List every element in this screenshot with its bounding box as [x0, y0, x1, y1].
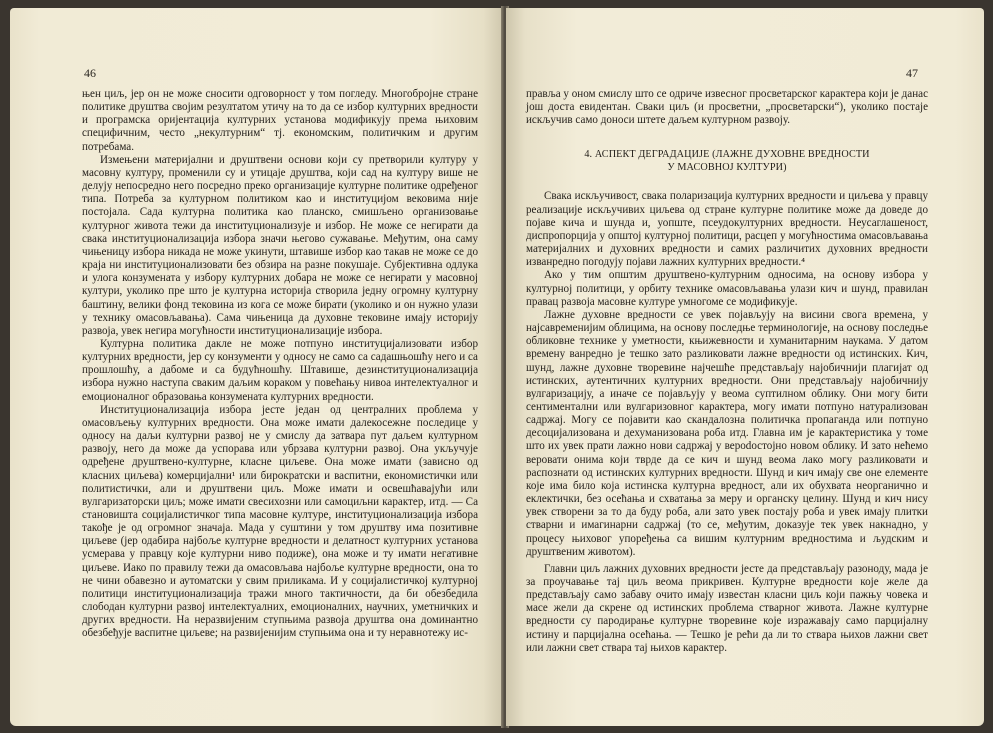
paragraph: Свака искључивост, свака поларизација културних вредности и циљева у правцу реализације искључивих циљева од стране културне политике може да доведе до појаве кича и шунда и, уопште, псеудокултурних вредности. Неусаглашеност, диспропорција у општој културној политици, расцеп у могућностима омасовљавања материјалних и духовних вредности и самих различитих духовних вредности изванредно погодују појави лажних културних вредности.⁴ — [526, 190, 928, 269]
paragraph: Измењени материјални и друштвени основи који су претворили културу у масовну културу, променили су и утицаје друштва, који сад на културу више не делују непосредно него посредно преко организације културне политике одређеног типа. Потреба за културном политиком као и институцијом вековима није постојала. Сада културна политика као планско, смишљено организовање културног живота тежи да институционализује и избор. Не може се негирати да свака институционализација избора значи његово сужавање. Међутим, она саму чињеницу избора никада не може укинути, штавише избор као такав не може се до краја ни институционализовати без обзира на разне покушаје. Субјективна одлука и улога конзумената у избору културних добара не може се негирати у масовној култури, уколико пре што је културна историја створила једну огромну културну баштину, велики фонд тековина из кога се може бирати (уколико и он нужно улази у технику омасовљавања). Сама чињеница да духовне тековине имају историју развоја, увек негира могућности институционализације избора. — [82, 153, 478, 337]
paragraph: Институционализација избора јесте један од централних проблема у омасовљењу културних вредности. Она може имати далекосежне последице у односу на даљи културни развој не у смислу да затвара пут даљем културном развоју, него да може да успорава или убрзава културни развој. Она укључује одређене друштвено-културне, класне циљеве. Она може имати (зависно од класних циљева) комерцијални¹ или бирократски и васпитни, економистички или политистички, али и друштвени циљ. Може имати и освешћавајући или вулгаризаторски циљ; може имати свесихозни или самоциљни карактер, итд. — Са становишта социјалистичког типа масовне културе, институционализација избора такође је од огромног значаја. Мада у суштини у том друштву има позитивне циљеве (јер одабира најбоље културне вредности и делатност културних установа усмерава у правцу које културни ниво подиже), она може и ту имати негативне циљеве. Иако по правилу тежи да омасовљава најбоље културне вредности, она то не чини обавезно и аутоматски у свим приликама. И у социјалистичкој културној политици институционализација тражи много тактичности, да би обезбедила слободан културни развој интелектуалних, емоционалних, научних, уметничких и других вредности. На неразвијеним ступњима развоја друштва она доминантно обезбеђује васпитне циљеве; на развијенијим ступњима она и ту неравнотежу ис- — [82, 403, 478, 640]
paragraph: њен циљ, јер он не може сносити одговорност у том погледу. Многобројне стране политике друштва својим резултатом утичу на то да се избор културних вредности и програмска оријентација културних установа модификују према њиховим специфичним, често „некултурним“ тј. економским, политичким и другим потребама. — [82, 88, 478, 153]
paragraph: Главни циљ лажних духовних вредности јесте да представљају разоноду, мада је за проучавање тај циљ веома прикривен. Културне вредности које желе да представљају само забаву очито имају известан класни циљ који пажњу човека и масе жели да скрене од истинских проблема стварног живота. Лажне културне вредности су пародирање културне творевине које изражавају само парцијалну истину и парцијална осећања. — Тешко је рећи да ли то ствара њихов лажни свет или лажни свет ствара тај њихов карактер. — [526, 562, 928, 654]
right-page — [506, 8, 984, 726]
paragraph: Ако у тим општим друштвено-културним односима, на основу избора у културној политици, у орбиту технике омасовљавања улази кич и шунд, правилан правац развоја масовне културе умногоме се модификује. — [526, 269, 928, 308]
right-page-text — [526, 88, 928, 655]
section-heading — [526, 149, 928, 174]
paragraph: Културна политика дакле не може потпуно институцијализовати избор културних вредности, јер су конзументи у односу не само са садашњошћу него и са прошлошћу, а дабоме и са будућношћу. Штавише, дезинституционализација избора нужно наступа сваким даљим кораком у повећању нивоа интелектуалног и емоционалног образовања конзумената културних вредности. — [82, 337, 478, 403]
left-page — [10, 8, 503, 726]
paragraph: правља у оном смислу што се одриче извесног просветарског карактера који је данас још доста евидентан. Сваки циљ (и просветни, „просветарски“), уколико постаје искључив само доноси штете даљем културном развоју. — [526, 88, 928, 127]
left-page-text — [82, 88, 478, 641]
page-number-left: 46 — [84, 66, 96, 80]
page-number-right: 47 — [906, 66, 918, 80]
section-heading-line: 4. АСПЕКТ ДЕГРАДАЦИЈЕ (ЛАЖНЕ ДУХОВНЕ ВРЕДНОСТИ — [584, 149, 870, 161]
paragraph: Лажне духовне вредности се увек појављују на висини свога времена, у најсавременијим облицима, на основу последње терминологије, на основу последње обликовне технике у уметности, књижевности и хуманитарним наукама. У датом времену ванредно је тешко зато разликовати лажне вредности од истинских. Кич, шунд, лажне духовне творевине најчешће представљају најобичнији плагијат од истинских, аутентичних културних вредности. Они представљају најобичнију вулгаризацију, а иначе се појављују у веома суптилном облику. Они могу бити сентиментални или вулгаризовног карактера, могу имати потпуно натурализован садржај. Могу се појавити као скандалозна политичка пропаганда или потпуно десоцијализована и дехуманизована роба итд. Главна им је карактеристика у томе што их увек прати лажно нови садржај у вероdостојно новом облику. И зато нећемо веровати онима који тврде да се кич и шунд веома лако могу разликовати и распознати од истинских културних вредности. Шунд и кич имају све оне елементе које има било која истинска културна вредност, али их обухвата неорганично и еклектички, без осећања и схватања за меру и органску целину. Шунд и кич нису увек створени за то да буду роба, али зато увек постају роба и увек имају плитки стварни и имагинарни садржај (то се, међутим, доказује тек увек накнадно, у процесу њиховог упоређења са вишим културним вредностима и људским и друштвеним животом). — [526, 308, 928, 558]
section-heading-line: У МАСОВНОЈ КУЛТУРИ) — [667, 161, 787, 173]
